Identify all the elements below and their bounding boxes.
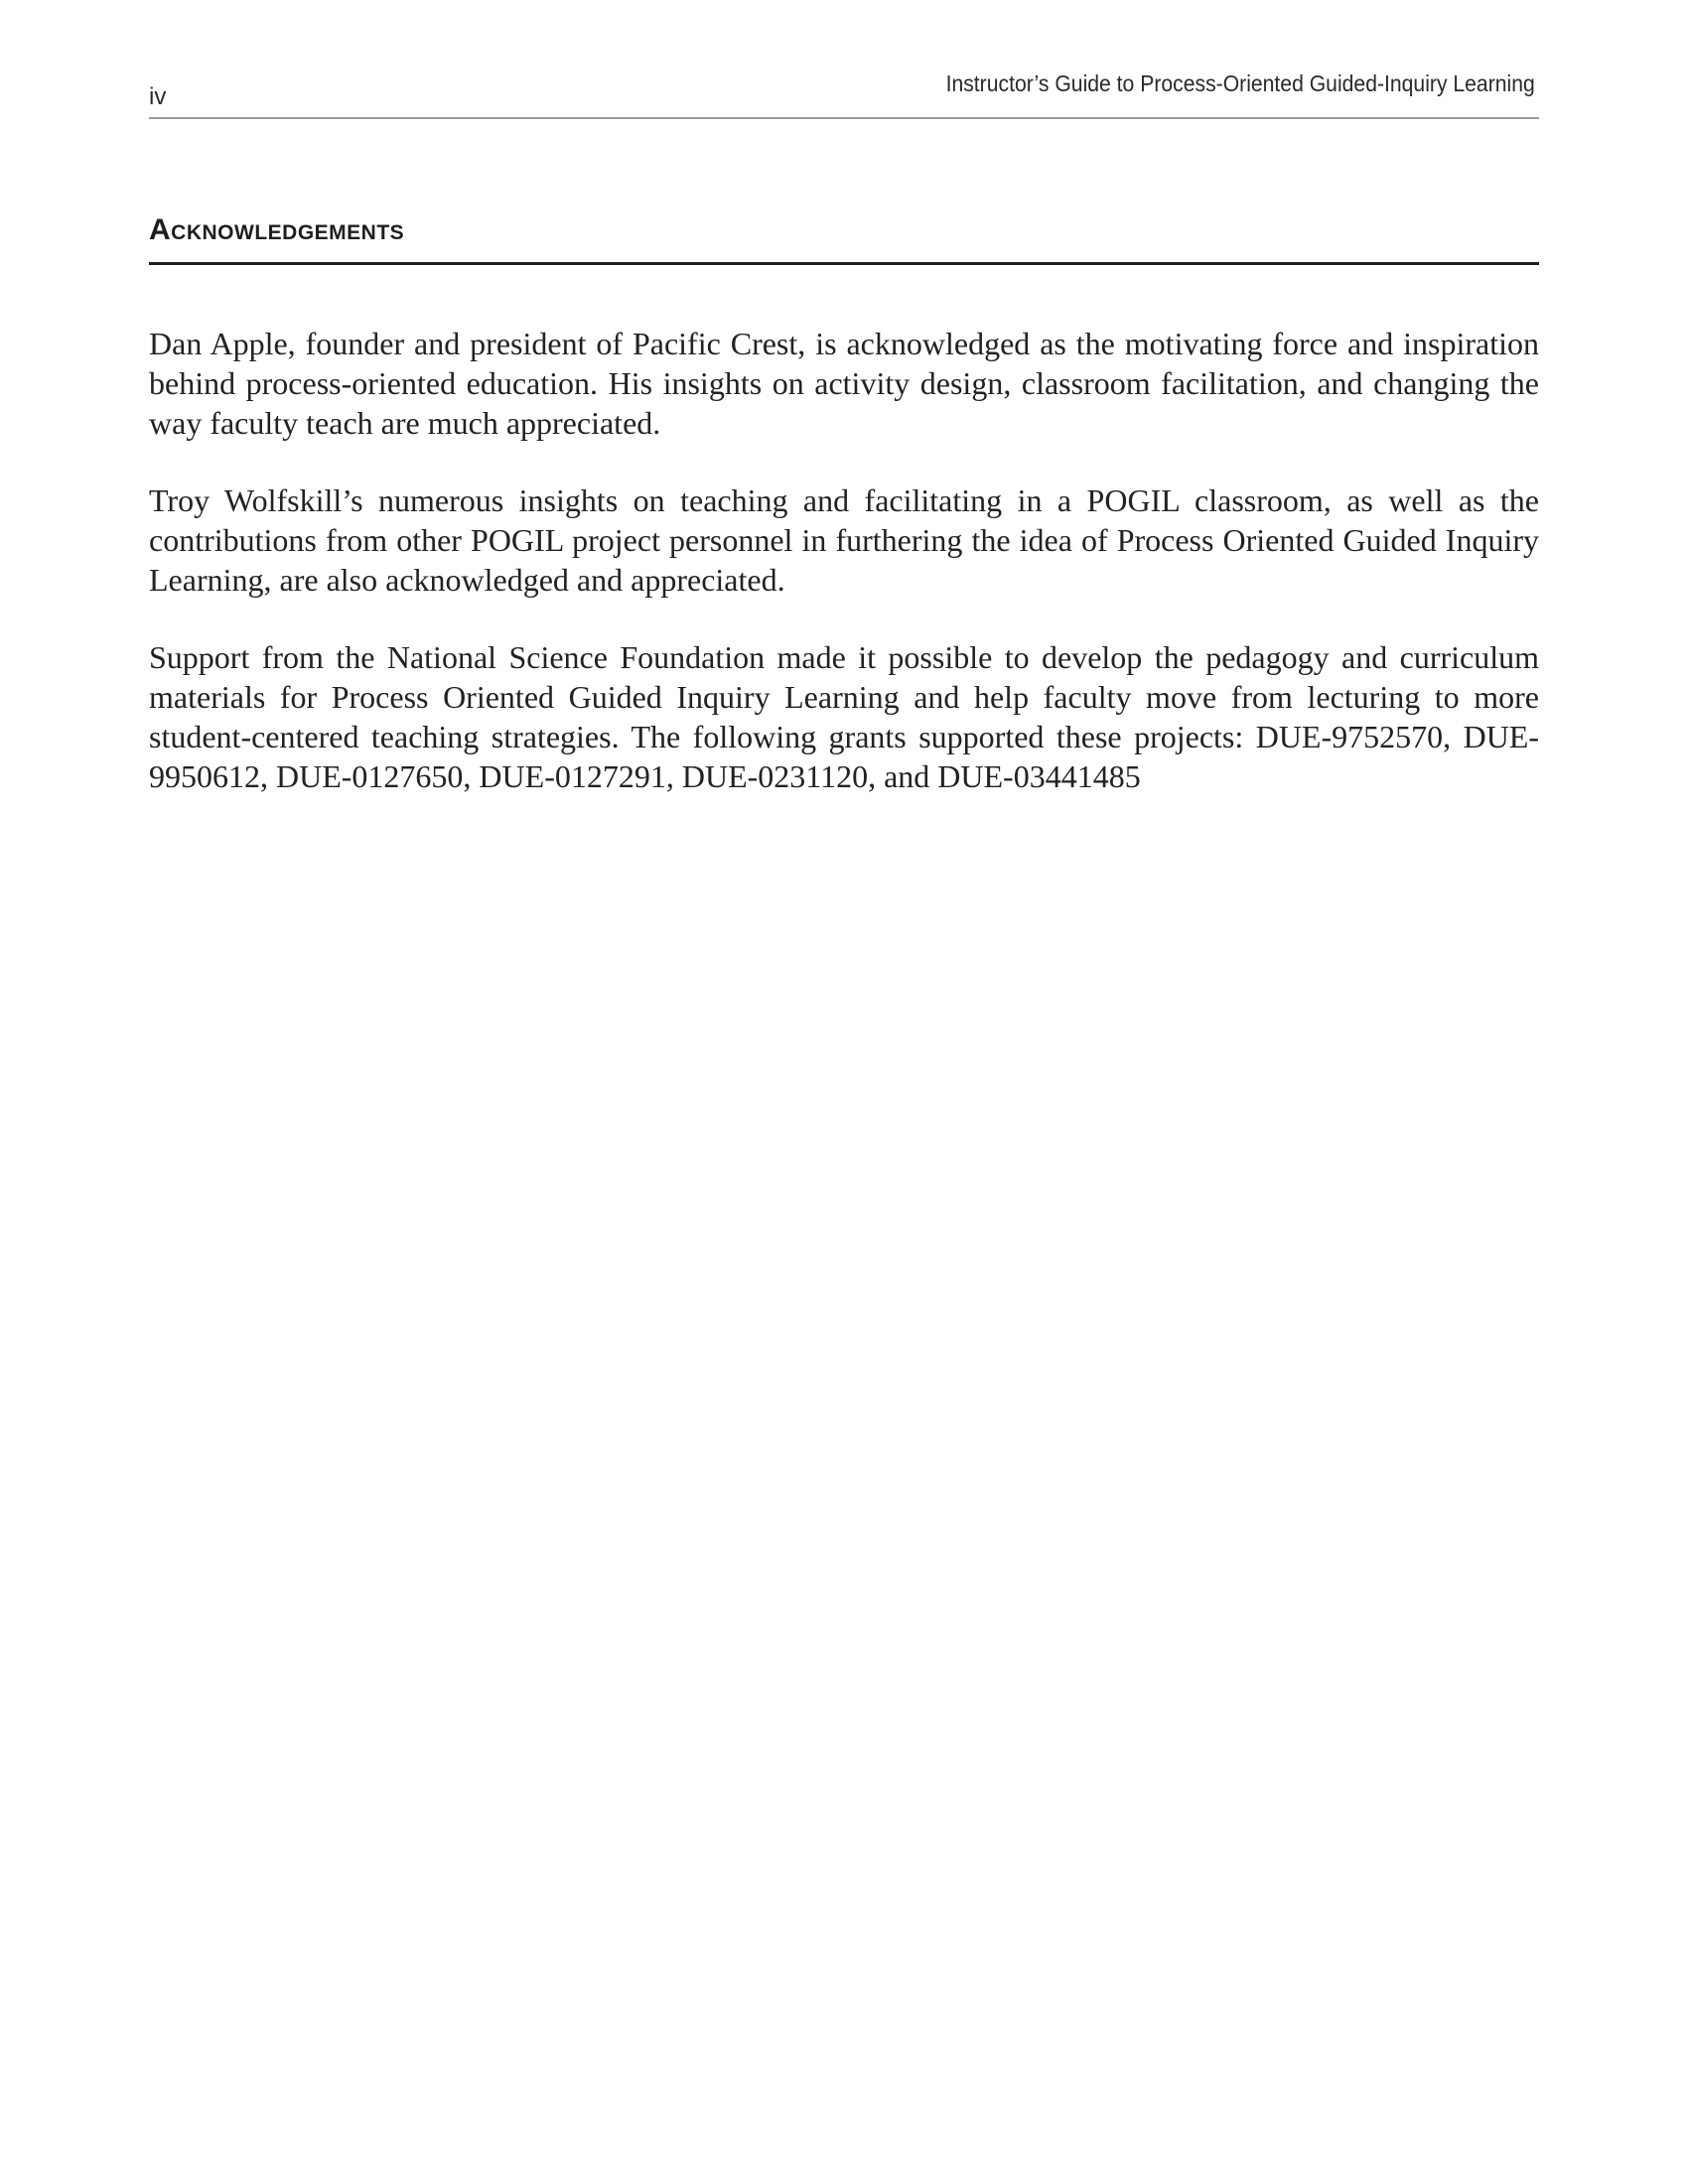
page-number: iv: [149, 83, 167, 110]
body-text: [149, 324, 1539, 834]
paragraph-troy-wolfskill: Troy Wolfskill’s numerous insights on teaching and facilitating in a POGIL classroom, as well as the contributions from other POGIL project personnel in furthering the idea of Process Oriented Guided Inquiry Learning, are also acknowledged and appreciated.: [149, 482, 1539, 598]
section-title: Acknowledgements: [149, 213, 405, 246]
paragraph-nsf-support: Support from the National Science Foundation made it possible to develop the pedagogy and curriculum materials for Process Oriented Guided Inquiry Learning and help faculty move from lecturing to more student-centered teaching strategies. The following grants supported these projects: DUE-9752570, DUE-9950612, DUE-0127650, DUE-0127291, DUE-0231120, and DUE-03441485: [149, 639, 1539, 794]
document-page: [149, 0, 1539, 2184]
running-title: Instructor’s Guide to Process-Oriented Guided-Inquiry Learning: [945, 70, 1535, 96]
paragraph-dan-apple: Dan Apple, founder and president of Pacific Crest, is acknowledged as the motivating force and inspiration behind process-oriented education. His insights on activity design, classroom facilitation, and changing the way faculty teach are much appreciated.: [149, 326, 1539, 441]
section-heading: [149, 206, 1539, 265]
running-header: [149, 69, 1539, 119]
